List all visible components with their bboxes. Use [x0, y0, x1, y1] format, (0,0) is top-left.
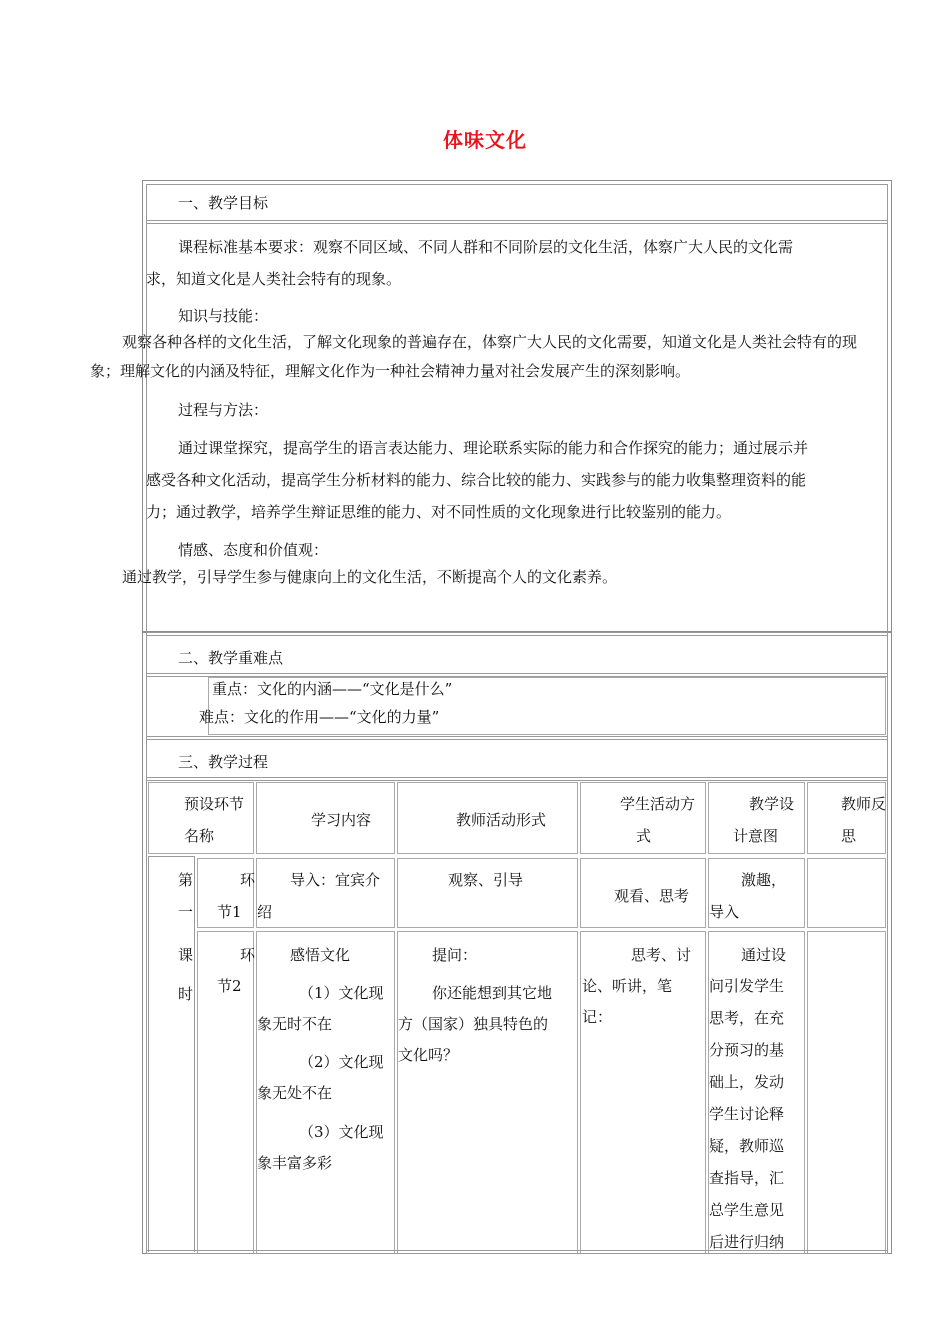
learning-content: 象无时不在 — [257, 1015, 333, 1033]
process-text: 通过课堂探究，提高学生的语言表达能力、理论联系实际的能力和合作探究的能力；通过展示并 — [178, 439, 809, 457]
design-intent: 总学生意见 — [709, 1201, 785, 1219]
design-intent: 疑，教师巡 — [709, 1137, 785, 1155]
teacher-activity: 文化吗？ — [398, 1046, 459, 1064]
knowledge-text: 象；理解文化的内涵及特征，理解文化作为一种社会精神力量对社会发展产生的深刻影响。 — [90, 362, 691, 380]
col-header-link-name: 预设环节 — [184, 795, 245, 813]
link-name: 环 — [240, 871, 256, 889]
process-text: 感受各种文化活动，提高学生分析材料的能力、综合比较的能力、实践参与的能力收集整理资料的能 — [146, 471, 807, 489]
learning-content: （3）文化现 — [299, 1123, 384, 1141]
learning-content: （1）文化现 — [299, 984, 384, 1002]
lesson-label: 课 — [178, 946, 194, 964]
section-heading-objectives: 一、教学目标 — [178, 194, 269, 212]
link-name: 环 — [240, 946, 256, 964]
teacher-activity: 你还能想到其它地 — [432, 984, 553, 1002]
design-intent: 问引发学生 — [709, 977, 785, 995]
design-intent: 通过设 — [741, 946, 787, 964]
page-title: 体味文化 — [443, 128, 527, 152]
teacher-activity: 方（国家）独具特色的 — [398, 1015, 549, 1033]
col-header-student: 学生活动方 — [620, 795, 696, 813]
col-header-content: 学习内容 — [311, 811, 372, 829]
design-intent: 导入 — [709, 903, 740, 921]
learning-content: 感悟文化 — [290, 946, 351, 964]
teacher-activity: 观察、引导 — [448, 871, 524, 889]
key-point: 重点：文化的内涵——“文化是什么” — [212, 680, 453, 698]
learning-content: （2）文化现 — [299, 1053, 384, 1071]
link-name: 节2 — [217, 977, 242, 995]
learning-content: 绍 — [257, 903, 273, 921]
process-label: 过程与方法： — [178, 401, 269, 419]
learning-content: 象丰富多彩 — [257, 1154, 333, 1172]
knowledge-text: 观察各种各样的文化生活，了解文化现象的普遍存在，体察广大人民的文化需要，知道文化是人类社会特有的现 — [122, 333, 858, 351]
course-standard-line: 课程标准基本要求：观察不同区域、不同人群和不同阶层的文化生活，体察广大人民的文化需 — [178, 238, 794, 256]
col-header-link-name: 名称 — [184, 827, 215, 845]
design-intent: 分预习的基 — [709, 1041, 785, 1059]
learning-content: 导入：宜宾介 — [290, 871, 381, 889]
learning-content: 象无处不在 — [257, 1084, 333, 1102]
design-intent: 思考，在充 — [709, 1009, 785, 1027]
col-header-intent: 计意图 — [733, 827, 779, 845]
process-text: 力；通过教学，培养学生辩证思维的能力、对不同性质的文化现象进行比较鉴别的能力。 — [146, 503, 732, 521]
col-header-reflection: 思 — [841, 827, 857, 845]
student-activity: 思考、讨 — [631, 946, 692, 964]
teacher-activity: 提问： — [432, 946, 478, 964]
student-activity: 记： — [582, 1008, 613, 1026]
col-header-teacher: 教师活动形式 — [456, 811, 547, 829]
lesson-label: 第 — [178, 871, 194, 889]
col-header-reflection: 教师反 — [841, 795, 887, 813]
lesson-label: 一 — [178, 903, 194, 921]
course-standard-line: 求，知道文化是人类社会特有的现象。 — [146, 270, 402, 288]
section-heading-process: 三、教学过程 — [178, 753, 269, 771]
design-intent: 后进行归纳 — [709, 1233, 785, 1251]
design-intent: 激趣， — [741, 871, 787, 889]
student-activity: 论、听讲，笔 — [582, 977, 673, 995]
emotion-text: 通过教学，引导学生参与健康向上的文化生活，不断提高个人的文化素养。 — [122, 568, 618, 586]
section-heading-key-points: 二、教学重难点 — [178, 649, 284, 667]
knowledge-label: 知识与技能： — [178, 307, 269, 325]
col-header-student: 式 — [636, 827, 652, 845]
student-activity: 观看、思考 — [614, 887, 690, 905]
design-intent: 础上，发动 — [709, 1073, 785, 1091]
lesson-label: 时 — [178, 985, 194, 1003]
design-intent: 学生讨论释 — [709, 1105, 785, 1123]
emotion-label: 情感、态度和价值观： — [178, 541, 329, 559]
col-header-intent: 教学设 — [749, 795, 795, 813]
design-intent: 查指导，汇 — [709, 1169, 785, 1187]
link-name: 节1 — [217, 903, 242, 921]
difficult-point: 难点：文化的作用——“文化的力量” — [199, 708, 440, 726]
